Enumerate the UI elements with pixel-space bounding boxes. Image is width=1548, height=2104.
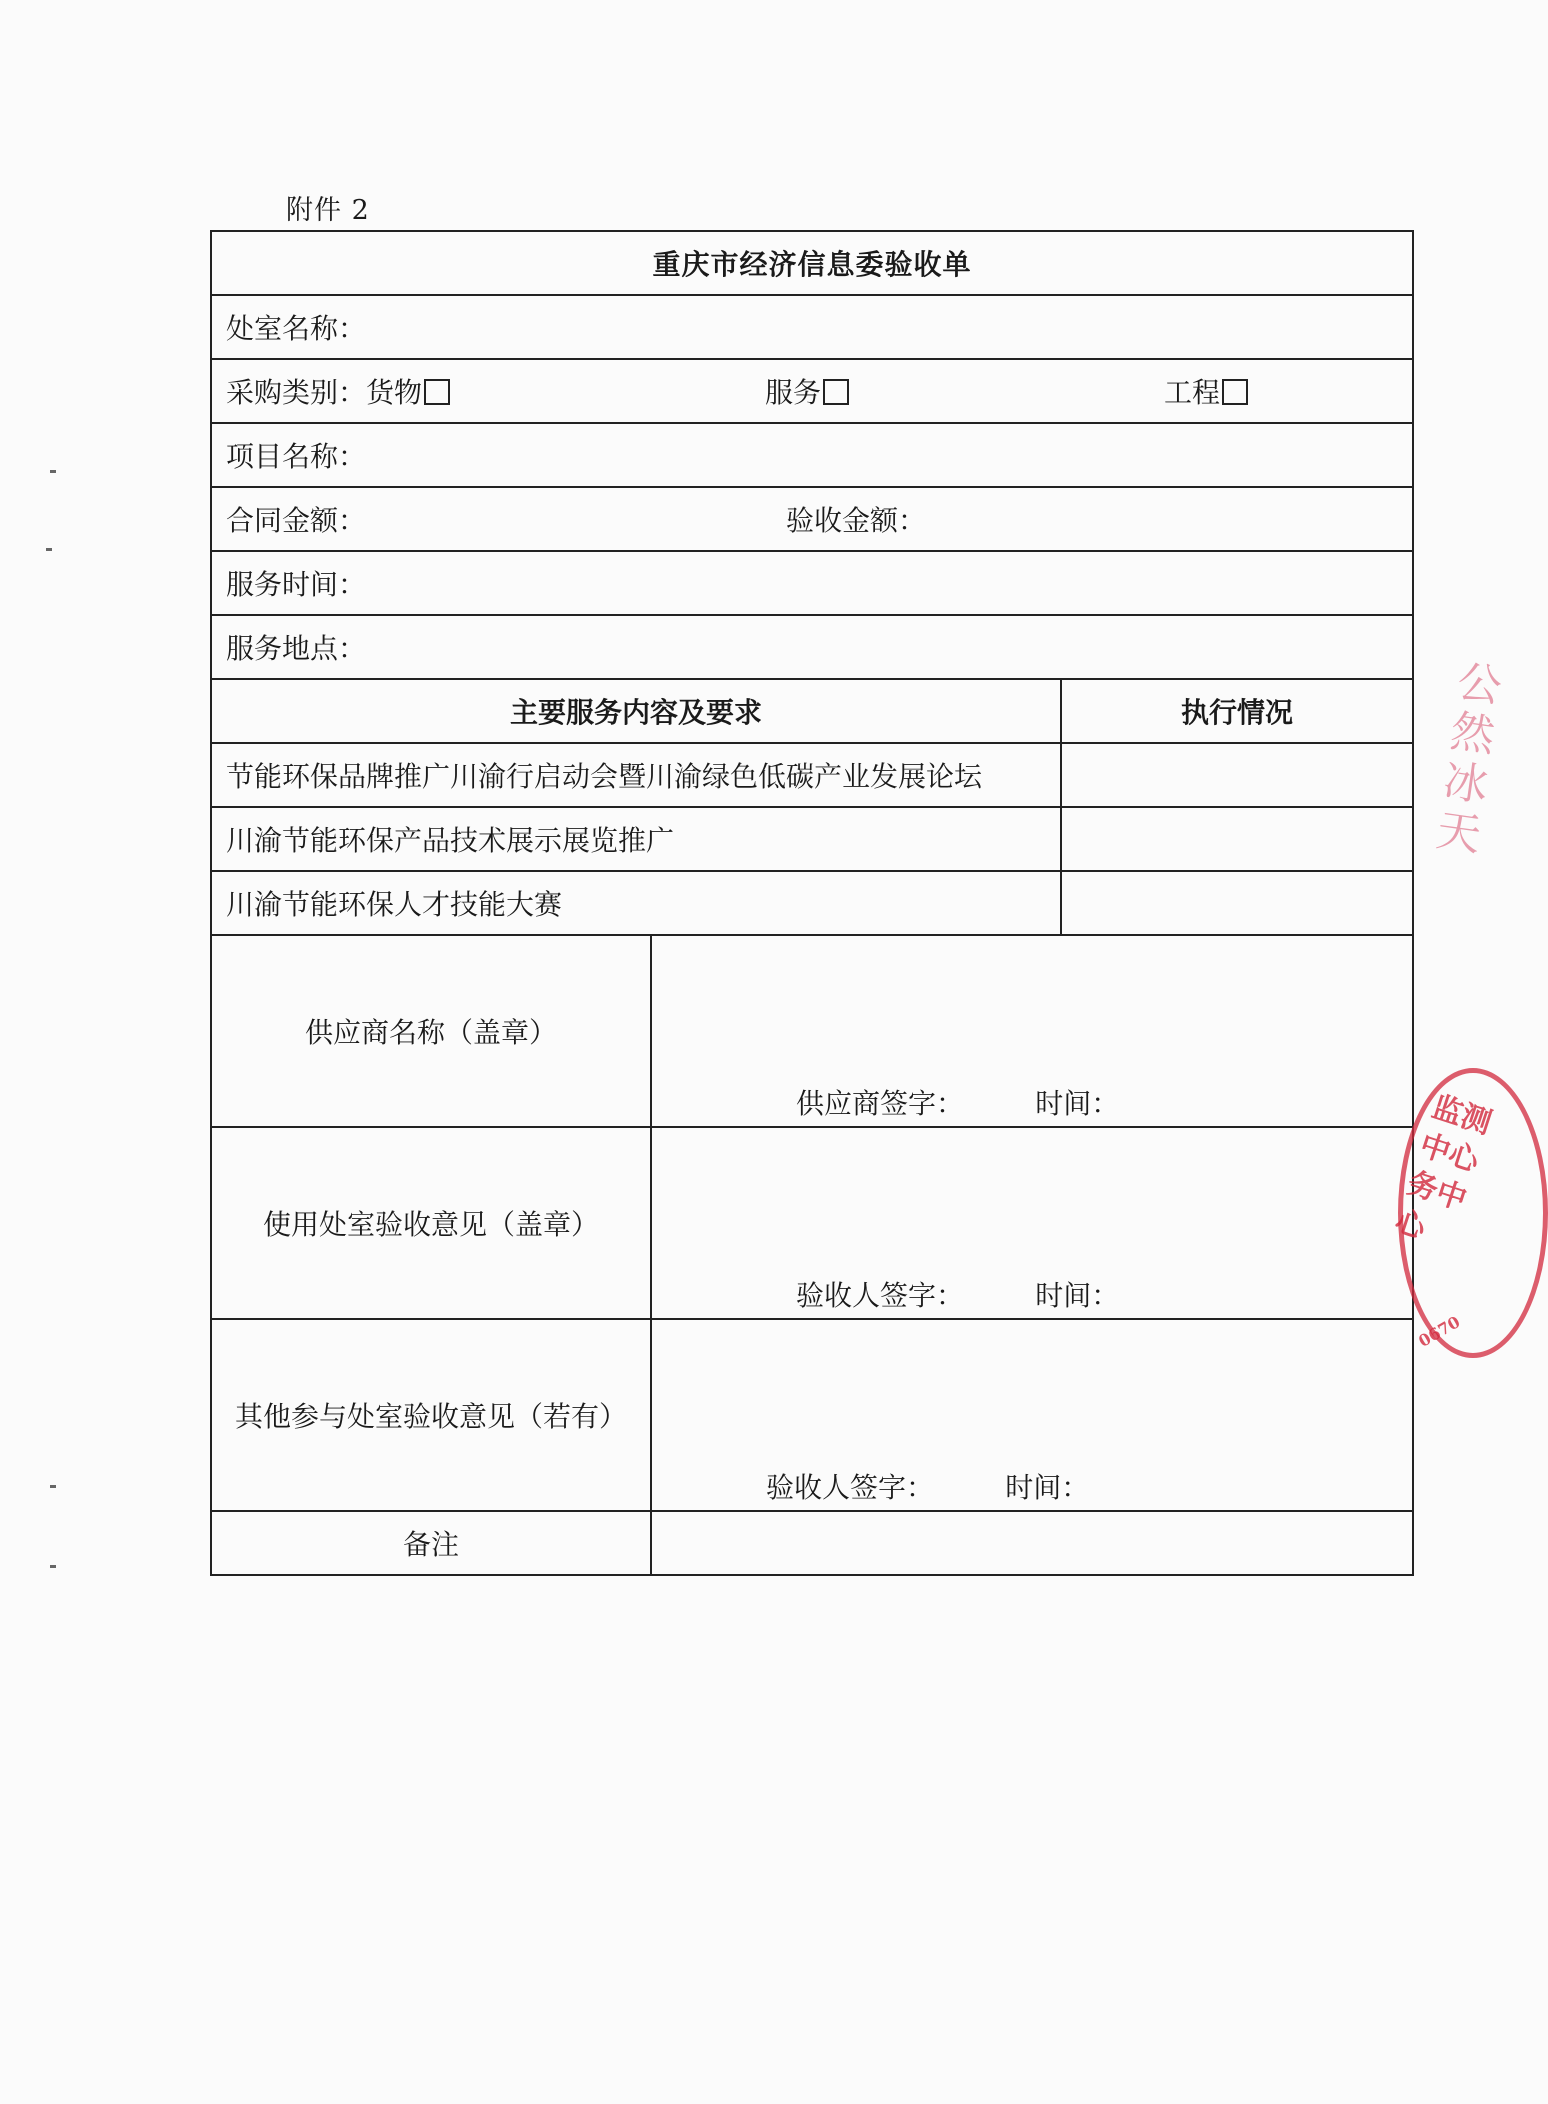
supplier-sign-cell[interactable] — [651, 935, 1413, 1127]
user-dept-sign-line: 验收人签字： 时间： — [796, 1279, 1120, 1312]
project-label: 项目名称： — [226, 440, 367, 473]
service-location-label: 服务地点： — [226, 632, 367, 665]
status-header: 执行情况 — [1061, 679, 1413, 743]
content-header: 主要服务内容及要求 — [211, 679, 1061, 743]
scan-speck — [50, 1565, 56, 1568]
service-item: 川渝节能环保产品技术展示展览推广 — [211, 807, 1061, 871]
form-title: 重庆市经济信息委验收单 — [211, 231, 1413, 295]
scan-speck — [46, 548, 52, 551]
seal-code: 0670 — [1415, 1312, 1464, 1351]
supplier-label: 供应商名称（盖章） — [211, 935, 651, 1127]
project-row — [211, 423, 1413, 487]
category-row — [211, 359, 1413, 423]
other-dept-sign-line: 验收人签字： 时间： — [766, 1471, 1090, 1504]
contract-amount-label: 合同金额： — [226, 504, 367, 537]
engineering-label: 工程 — [1164, 376, 1221, 409]
goods-checkbox[interactable] — [424, 379, 450, 405]
scan-speck — [50, 1485, 56, 1488]
status-cell[interactable] — [1061, 871, 1413, 935]
service-time-row — [211, 551, 1413, 615]
official-seal-image — [1390, 1068, 1548, 1358]
user-dept-label: 使用处室验收意见（盖章） — [211, 1127, 651, 1319]
service-item: 节能环保品牌推广川渝行启动会暨川渝绿色低碳产业发展论坛 — [211, 743, 1061, 807]
amount-row — [211, 487, 1413, 551]
service-checkbox[interactable] — [823, 379, 849, 405]
seal-text: 监测中心务中心 — [1390, 1089, 1496, 1247]
remarks-label: 备注 — [211, 1511, 651, 1575]
user-dept-sign-cell[interactable] — [651, 1127, 1413, 1319]
category-engineering — [1164, 371, 1248, 411]
category-label: 采购类别： — [226, 376, 367, 409]
scan-speck — [50, 470, 56, 473]
category-goods — [226, 371, 450, 411]
service-location-row — [211, 615, 1413, 679]
other-dept-sign-cell[interactable] — [651, 1319, 1413, 1511]
service-time-label: 服务时间： — [226, 568, 367, 601]
department-label: 处室名称： — [226, 312, 367, 345]
attachment-label: 附件 2 — [286, 195, 370, 226]
engineering-checkbox[interactable] — [1222, 379, 1248, 405]
other-dept-label: 其他参与处室验收意见（若有） — [211, 1319, 651, 1511]
status-cell[interactable] — [1061, 743, 1413, 807]
service-item: 川渝节能环保人才技能大赛 — [211, 871, 1061, 935]
acceptance-form — [210, 230, 1414, 1576]
supplier-sign-line: 供应商签字： 时间： — [796, 1087, 1120, 1120]
goods-label: 货物 — [366, 376, 423, 409]
department-row — [211, 295, 1413, 359]
status-cell[interactable] — [1061, 807, 1413, 871]
category-service — [765, 371, 849, 411]
service-label: 服务 — [765, 376, 822, 409]
acceptance-amount-label: 验收金额： — [786, 504, 927, 537]
remarks-cell[interactable] — [651, 1511, 1413, 1575]
edge-stamp-image: 公然冰天 — [1433, 656, 1505, 862]
